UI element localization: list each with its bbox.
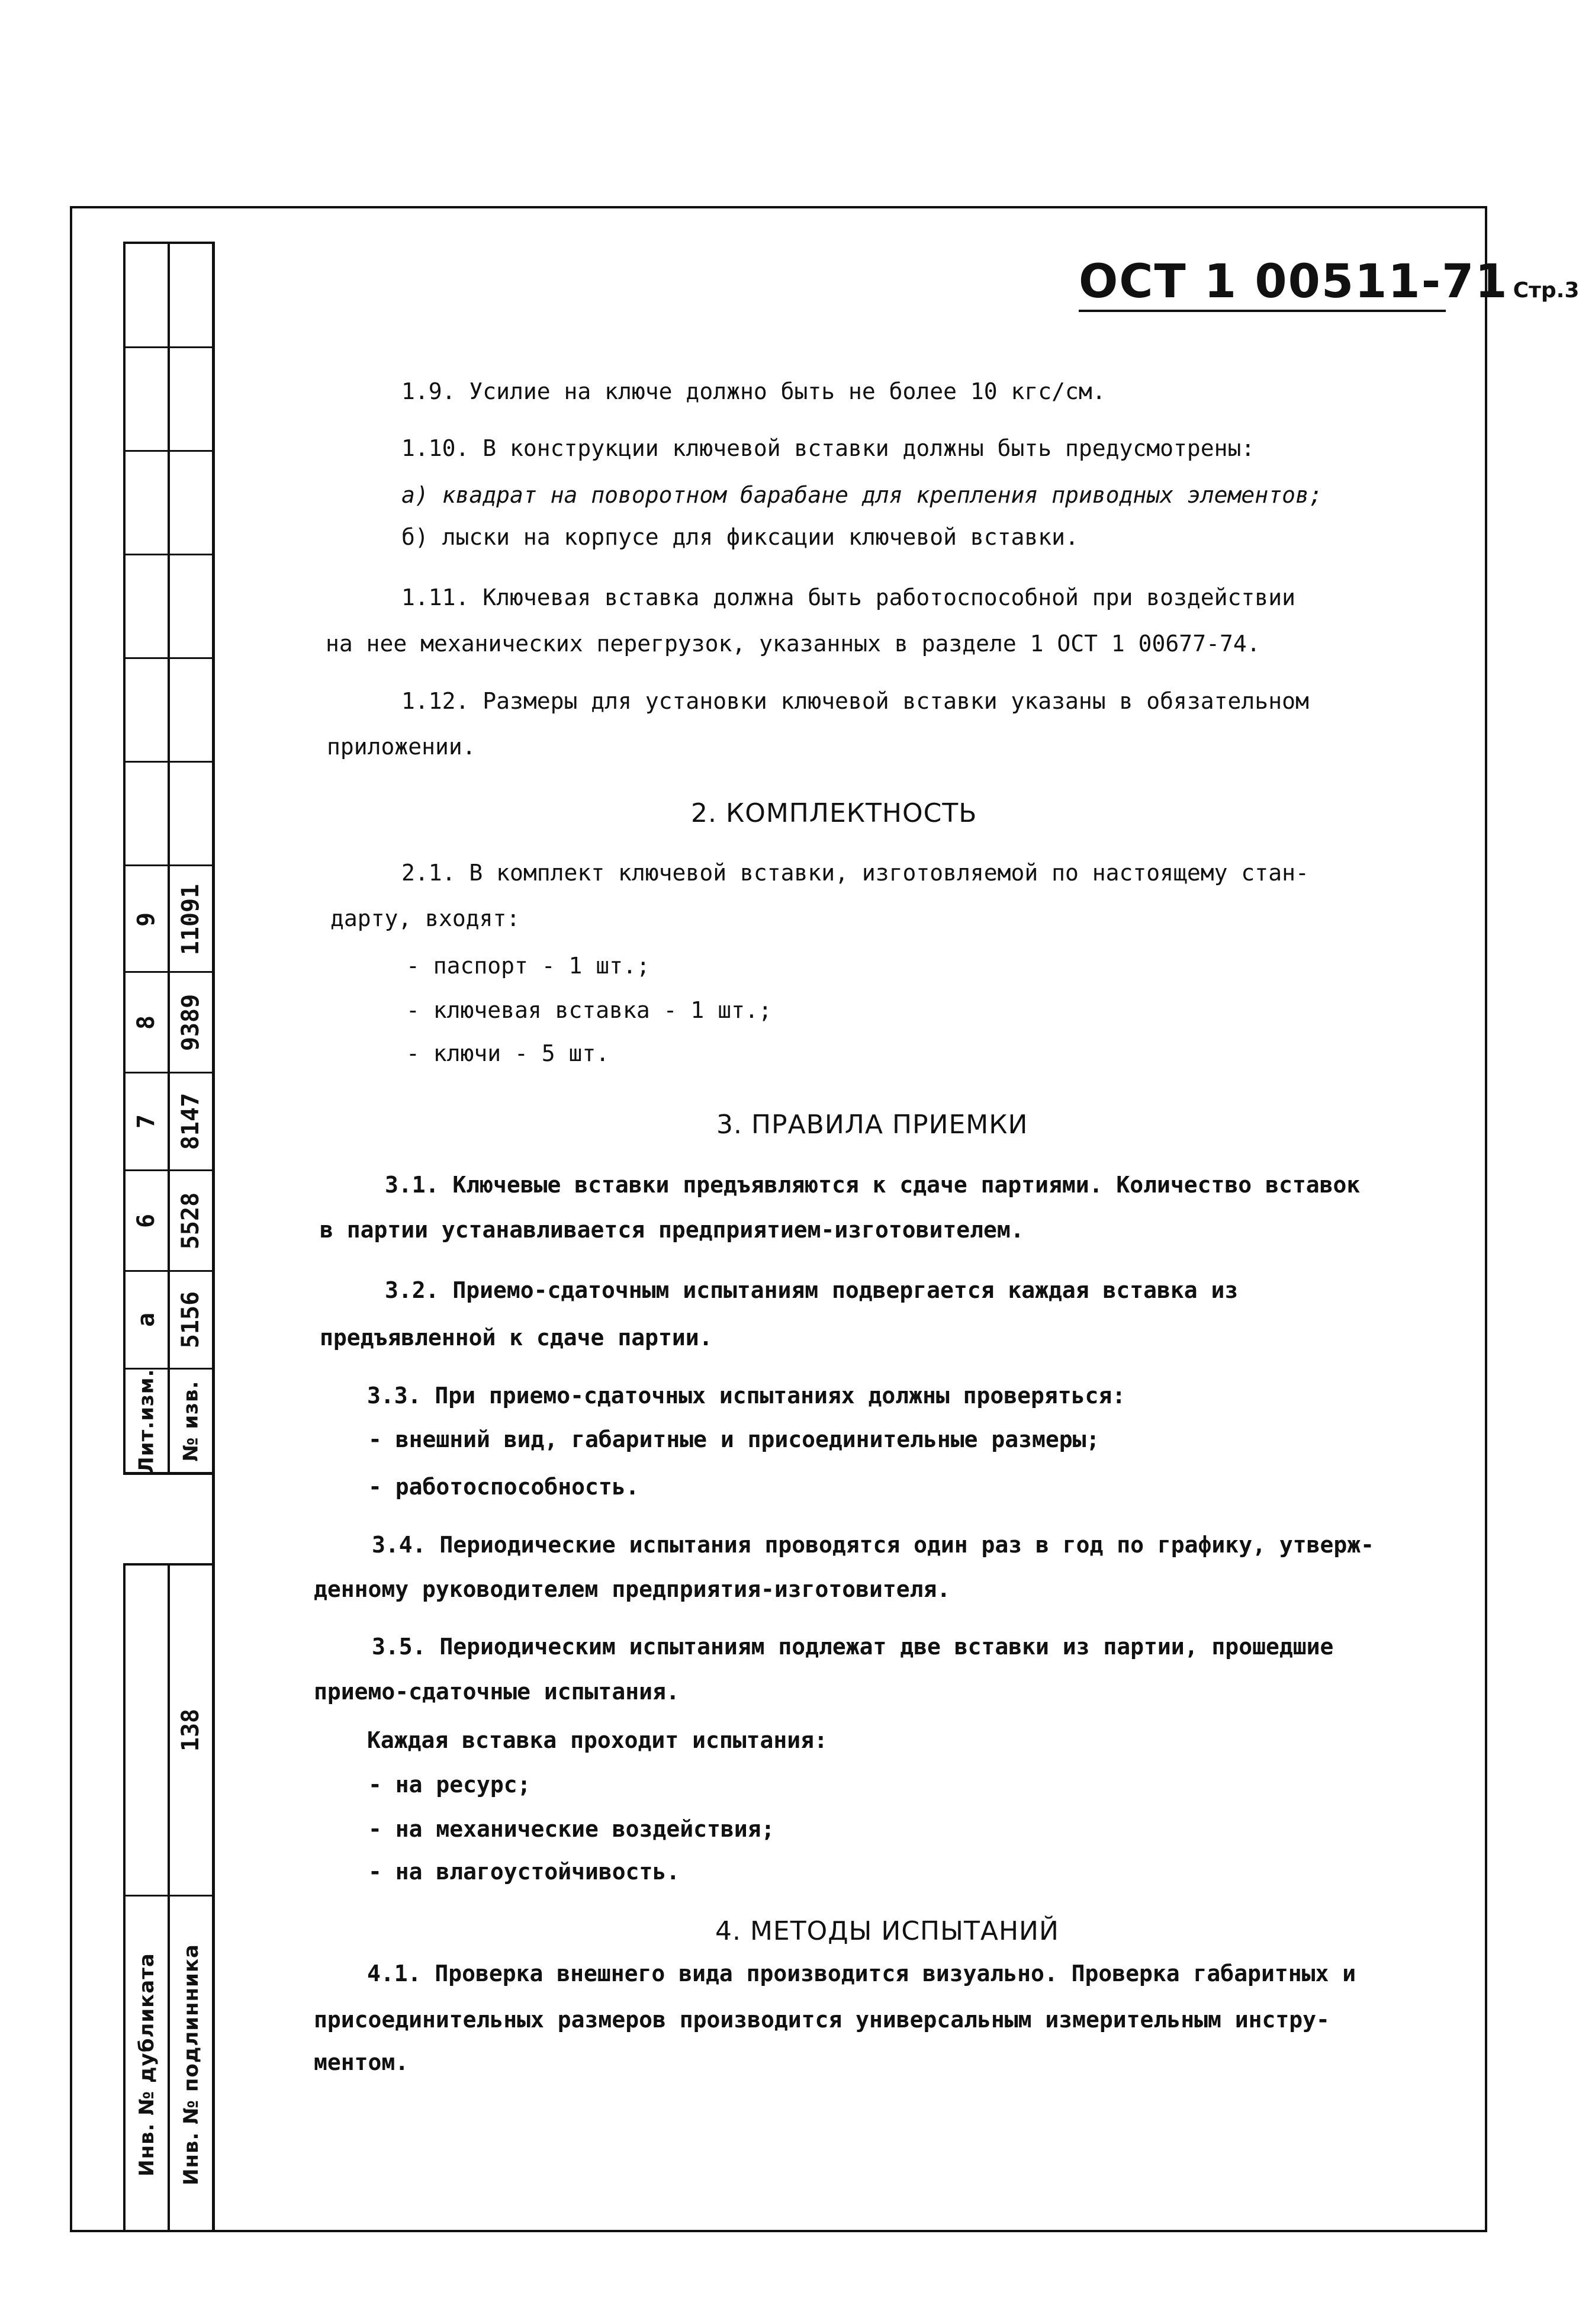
section-4-title: 4. МЕТОДЫ ИСПЫТАНИЙ (715, 1916, 1059, 1946)
stamp-divider-3 (212, 242, 215, 2232)
header-underline (1079, 310, 1446, 312)
label-inv-dublikata: Инв. № дубликата (134, 1952, 159, 2177)
clause-1-11-line2: на нее механических перегрузок, указанных в разделе 1 ОСТ 1 00677-74. (326, 631, 1260, 657)
check-operability: - работоспособность. (368, 1474, 639, 1500)
clause-1-12-line1: 1.12. Размеры для установки ключевой вставки указаны в обязательном (401, 688, 1309, 714)
clause-3-4-line2: денному руководителем предприятия-изготовителя. (314, 1576, 951, 1602)
document-number: ОСТ 1 00511-71 Стр.3 (1079, 255, 1579, 308)
clause-3-5-line2: приемо-сдаточные испытания. (314, 1679, 680, 1705)
clause-1-9: 1.9. Усилие на ключе должно быть не более 10 кгс/см. (401, 378, 1106, 404)
clause-3-5-line1: 3.5. Периодическим испытаниям подлежат две вставки из партии, прошедшие (372, 1634, 1334, 1660)
podlinnik-value: 138 (177, 1708, 205, 1752)
revision-doc-number: 9389 (177, 994, 205, 1051)
test-resource: - на ресурс; (368, 1772, 531, 1798)
clause-4-1-line2: присоединительных размеров производится универсальным измерительным инстру- (314, 2007, 1330, 2033)
clause-3-2-line2: предъявленной к сдаче партии. (320, 1325, 713, 1351)
clause-2-1-line2: дарту, входят: (330, 905, 520, 931)
revision-number: 9 (133, 912, 160, 927)
check-appearance: - внешний вид, габаритные и присоединительные размеры; (368, 1426, 1100, 1452)
clause-3-1-line1: 3.1. Ключевые вставки предъявляются к сдаче партиями. Количество вставок (385, 1172, 1361, 1198)
revision-doc-number: 11091 (177, 883, 205, 955)
kit-item-insert: - ключевая вставка - 1 шт.; (406, 997, 772, 1023)
clause-3-4-line1: 3.4. Периодические испытания проводятся один раз в год по графику, утверж- (372, 1532, 1374, 1558)
stamp-row-rule (123, 450, 214, 452)
stamp-row-rule (123, 554, 214, 555)
clause-3-1-line2: в партии устанавливается предприятием-изготовителем. (320, 1217, 1024, 1243)
stamp-row-rule (123, 346, 214, 348)
clause-1-11-line1: 1.11. Ключевая вставка должна быть работоспособной при воздействии (401, 584, 1295, 610)
clause-3-2-line1: 3.2. Приемо-сдаточным испытаниям подвергается каждая вставка из (385, 1277, 1239, 1303)
section-2-title: 2. КОМПЛЕКТНОСТЬ (691, 798, 977, 828)
clause-1-10-a: а) квадрат на поворотном барабане для крепления приводных элементов; (401, 482, 1323, 508)
stamp-top-rule (123, 242, 214, 244)
section-3-title: 3. ПРАВИЛА ПРИЕМКИ (716, 1110, 1028, 1140)
revision-number: 8 (133, 1015, 160, 1030)
stamp-row-rule (123, 864, 214, 866)
revision-doc-number: 5528 (177, 1192, 205, 1249)
revision-number: 7 (133, 1114, 160, 1129)
label-lit-izm: Лит.изм. (134, 1368, 159, 1473)
revision-doc-number: 5156 (177, 1291, 205, 1349)
stamp-row-rule (123, 761, 214, 763)
stamp-row-rule (123, 657, 214, 659)
clause-4-1-line1: 4.1. Проверка внешнего вида производится визуально. Проверка габаритных и (367, 1960, 1356, 1987)
clause-3-5-line3: Каждая вставка проходит испытания: (367, 1727, 828, 1753)
clause-4-1-line3: ментом. (314, 2049, 409, 2075)
label-no-izv: № изв. (179, 1380, 203, 1461)
page-label: Стр.3 (1513, 278, 1579, 303)
kit-item-passport: - паспорт - 1 шт.; (406, 953, 650, 979)
label-inv-podlinnika: Инв. № подлинника (179, 1943, 203, 2185)
revision-doc-number: 8147 (177, 1092, 205, 1150)
clause-1-10: 1.10. В конструкции ключевой вставки должны быть предусмотрены: (401, 435, 1255, 461)
clause-1-10-b: б) лыски на корпусе для фиксации ключевой вставки. (401, 524, 1079, 550)
test-moisture: - на влагоустойчивость. (368, 1859, 680, 1885)
revision-number: а (133, 1312, 160, 1327)
test-mechanical: - на механические воздействия; (368, 1816, 775, 1842)
clause-1-12-line2: приложении. (327, 734, 476, 760)
revision-number: 6 (133, 1213, 160, 1228)
clause-3-3-line1: 3.3. При приемо-сдаточных испытаниях должны проверяться: (367, 1383, 1126, 1409)
kit-item-keys: - ключи - 5 шт. (406, 1040, 610, 1066)
clause-2-1-line1: 2.1. В комплект ключевой вставки, изготовляемой по настоящему стан- (401, 860, 1309, 886)
